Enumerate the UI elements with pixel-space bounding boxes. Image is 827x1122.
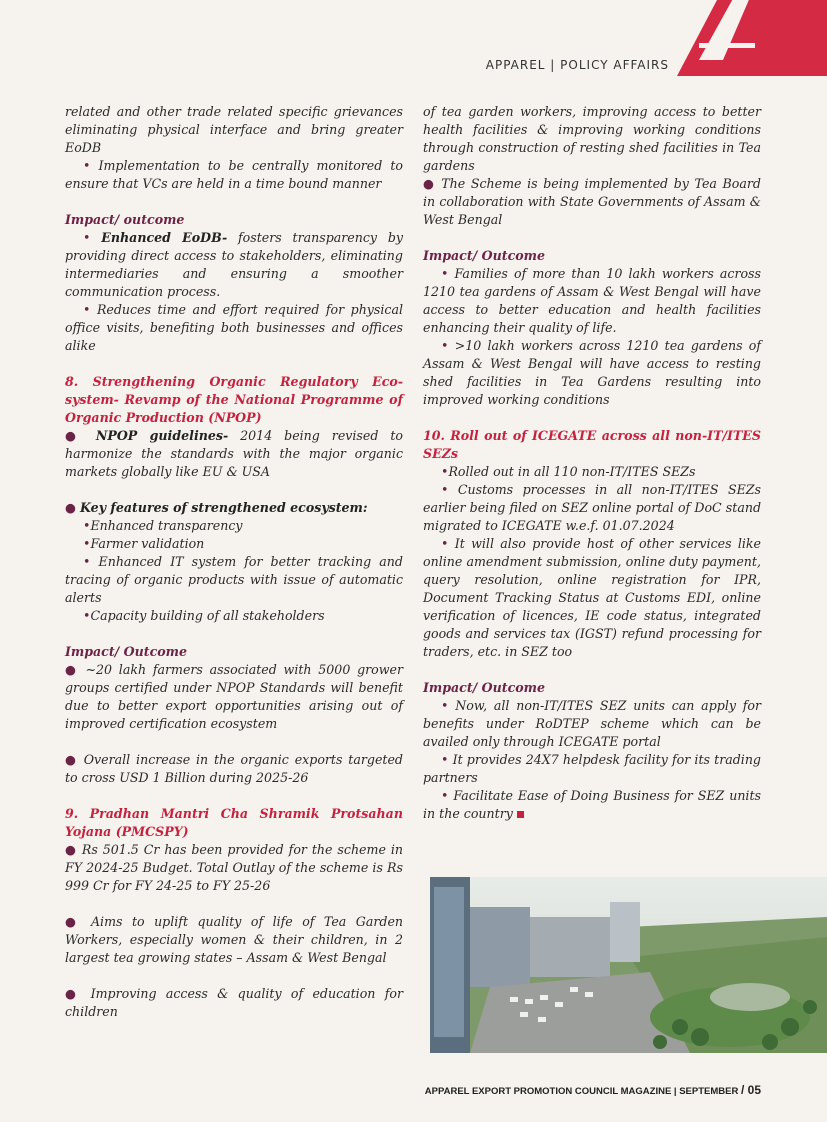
section-heading-10: 10. Roll out of ICEGATE across all non-IT/ITES SEZs [423,428,761,461]
bullet-item: ● Improving access & quality of education for children [65,986,403,1019]
sub-bullet: • Enhanced IT system for better tracking and tracing of organic products with issue of automatic alerts [65,554,403,605]
bullet-item: • Families of more than 10 lakh workers across 1210 tea gardens of Assam & West Bengal will have access to better education and health facilities enhancing their quality of life. [423,266,761,335]
bullet-item: • Facilitate Ease of Doing Business for SEZ units in the country [423,788,761,821]
section-heading-9: 9. Pradhan Mantri Cha Shramik Protsahan Yojana (PMCSPY) [65,806,403,839]
bullet-item: ● Aims to uplift quality of life of Tea Garden Workers, especially women & their children, in 2 largest tea growing states – Assam & West Bengal [65,914,404,965]
bullet-item: ● The Scheme is being implemented by Tea Board in collaboration with State Governments of Assam & West Bengal [423,176,761,227]
sez-campus-photo [430,877,827,1053]
sub-bullet: •Farmer validation [83,536,205,551]
bullet-item: • Enhanced EoDB- fosters transparency by providing direct access to stakeholders, eliminating intermediaries and ensuring a smoother communication process. [65,230,404,299]
left-column [65,103,403,1021]
impact-heading: Impact/ Outcome [423,248,546,263]
paragraph: of tea garden workers, improving access to better health facilities & improving working conditions through construction of resting shed facilities in Tea gardens [423,104,761,173]
sub-bullet: •Capacity building of all stakeholders [83,608,325,623]
bullet-item: ● Overall increase in the organic exports targeted to cross USD 1 Billion during 2025-26 [65,752,403,785]
bullet-item: • Reduces time and effort required for physical office visits, benefiting both businesses and offices alike [65,302,403,353]
bullet-item: • Implementation to be centrally monitored to ensure that VCs are held in a time bound manner [65,158,403,191]
section-heading-8: 8. Strengthening Organic Regulatory Eco-system- Revamp of the National Programme of Organic Production (NPOP) [65,374,403,425]
magazine-logo [677,0,827,76]
bullet-item: ● Rs 501.5 Cr has been provided for the scheme in FY 2024-25 Budget. Total Outlay of the scheme is Rs 999 Cr for FY 24-25 to FY 25-26 [65,842,403,893]
paragraph: related and other trade related specific grievances eliminating physical interface and bring greater EoDB [65,104,403,155]
bullet-item: • It provides 24X7 helpdesk facility for its trading partners [423,752,761,785]
page-footer [425,1083,761,1097]
bullet-item: • Customs processes in all non-IT/ITES SEZs earlier being filed on SEZ online portal of DoC stand migrated to ICEGATE w.e.f. 01.07.2024 [423,482,761,533]
bullet-item: • Now, all non-IT/ITES SEZ units can apply for benefits under RoDTEP scheme which can be availed only through ICEGATE portal [423,698,761,749]
bullet-item: ● ~20 lakh farmers associated with 5000 grower groups certified under NPOP Standards will benefit due to better export opportunities arising out of improved certification ecosystem [65,662,403,731]
bullet-item: ● NPOP guidelines- 2014 being revised to harmonize the standards with the major organic markets globally like EU & USA [65,428,403,479]
right-column [423,103,761,823]
impact-heading: Impact/ outcome [65,212,185,227]
bullet-item: •Rolled out in all 110 non-IT/ITES SEZs [441,464,696,479]
bullet-item: • >10 lakh workers across 1210 tea gardens of Assam & West Bengal will have access to resting shed facilities in Tea Gardens resulting into improved working conditions [423,338,761,407]
impact-heading: Impact/ Outcome [65,644,188,659]
impact-heading: Impact/ Outcome [423,680,546,695]
end-mark-icon [517,811,524,818]
bullet-item: ● Key features of strengthened ecosystem: [65,500,368,515]
bullet-item: • It will also provide host of other services like online amendment submission, online duty payment, query resolution, online registration for IPR, Document Tracking Status at Customs EDI, online verification of licences, IE code status, integrated goods and services tax (IGST) refund processing for traders, etc. in SEZ too [423,536,761,659]
section-tag: APPAREL | POLICY AFFAIRS [485,58,669,72]
footer-text: APPAREL EXPORT PROMOTION COUNCIL MAGAZINE | SEPTEMBER [424,1086,739,1097]
page-number: / 05 [740,1083,761,1097]
sub-bullet: •Enhanced transparency [83,518,243,533]
